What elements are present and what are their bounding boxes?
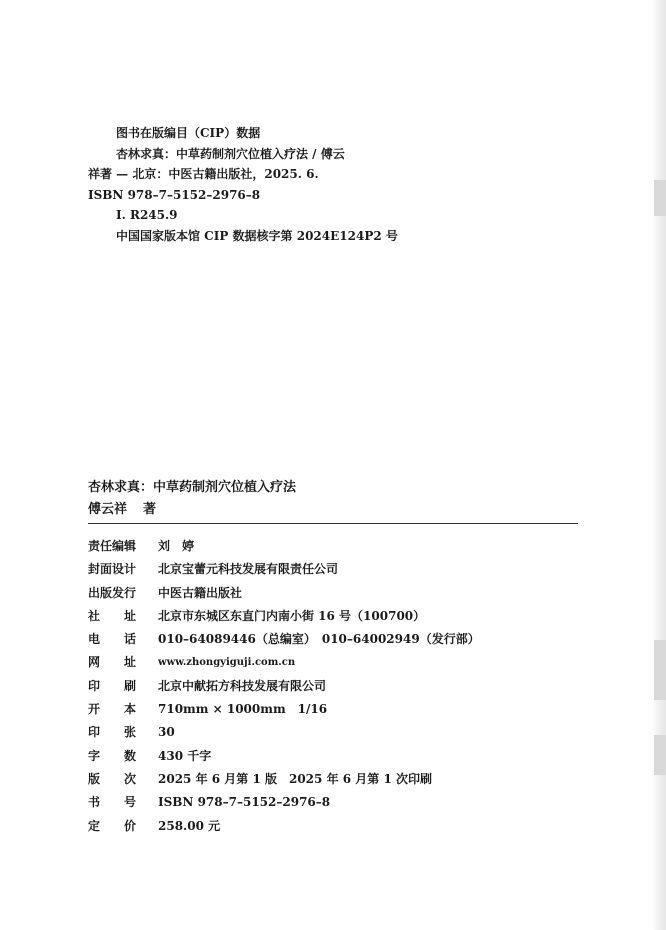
info-label: 责任编辑 <box>88 539 137 553</box>
info-label: 字 数 <box>88 748 137 763</box>
info-row-editor <box>88 535 480 558</box>
info-value: 北京市东城区东直门内南小街 16 号（100700） <box>158 608 426 623</box>
info-value: 北京宝蕾元科技发展有限责任公司 <box>158 562 339 577</box>
cip-heading: 图书在版编目（CIP）数据 <box>116 126 261 140</box>
info-value: 北京中献拓方科技发展有限公司 <box>158 678 327 693</box>
info-label: 版 次 <box>88 771 137 786</box>
info-label: 社 址 <box>88 608 137 623</box>
info-value: 30 <box>158 725 175 740</box>
publication-info <box>88 535 480 838</box>
info-label: 网 址 <box>88 655 137 670</box>
info-row-website <box>88 651 480 674</box>
binding-edge-shadow <box>652 0 666 930</box>
edge-mark <box>654 735 666 775</box>
info-value: 710mm × 1000mm 1/16 <box>158 702 328 717</box>
edge-mark <box>654 180 666 216</box>
info-row-price <box>88 815 480 838</box>
info-row-format <box>88 698 480 721</box>
info-row-phone <box>88 628 480 651</box>
info-value: 430 千字 <box>158 748 212 763</box>
info-label: 印 刷 <box>88 678 137 693</box>
info-value: ISBN 978–7–5152–2976–8 <box>158 795 331 810</box>
info-value: 2025 年 6 月第 1 版 2025 年 6 月第 1 次印刷 <box>158 771 432 786</box>
author-role: 著 <box>143 502 157 517</box>
info-value: 258.00 元 <box>158 818 221 833</box>
cip-block <box>88 123 398 246</box>
info-row-publisher <box>88 582 480 605</box>
info-row-edition <box>88 768 480 791</box>
info-row-word-count <box>88 745 480 768</box>
info-value: 刘 婷 <box>158 539 195 553</box>
info-row-printer <box>88 675 480 698</box>
book-author-line <box>88 500 156 520</box>
info-label: 封面设计 <box>88 562 137 577</box>
info-label: 开 本 <box>88 702 137 717</box>
cip-record-line: 中国国家版本馆 CIP 数据核字第 2024E124P2 号 <box>116 228 398 243</box>
info-row-address <box>88 605 480 628</box>
edge-mark <box>654 640 666 700</box>
info-label: 印 张 <box>88 725 137 740</box>
info-row-isbn <box>88 791 480 814</box>
cip-title-line: 杏林求真：中草药制剂穴位植入疗法 / 傅云 <box>116 146 345 161</box>
info-row-cover-design <box>88 558 480 581</box>
cip-publisher-line: 祥著 — 北京：中医古籍出版社，2025. 6. <box>88 167 319 181</box>
divider-rule <box>88 523 578 524</box>
book-title: 杏林求真：中草药制剂穴位植入疗法 <box>88 480 297 495</box>
author-name: 傅云祥 <box>88 502 128 517</box>
info-label: 电 话 <box>88 632 137 647</box>
info-value: www.zhongyiguji.com.cn <box>158 657 296 669</box>
info-label: 出版发行 <box>88 585 137 600</box>
info-row-sheets <box>88 721 480 744</box>
cip-class-line: Ⅰ. R245.9 <box>116 208 178 222</box>
info-value: 010–64089446（总编室） 010–64002949（发行部） <box>158 632 480 647</box>
info-value: 中医古籍出版社 <box>158 585 243 600</box>
info-label: 定 价 <box>88 818 137 833</box>
info-label: 书 号 <box>88 795 137 810</box>
cip-isbn-line: ISBN 978–7–5152–2976–8 <box>88 187 261 202</box>
